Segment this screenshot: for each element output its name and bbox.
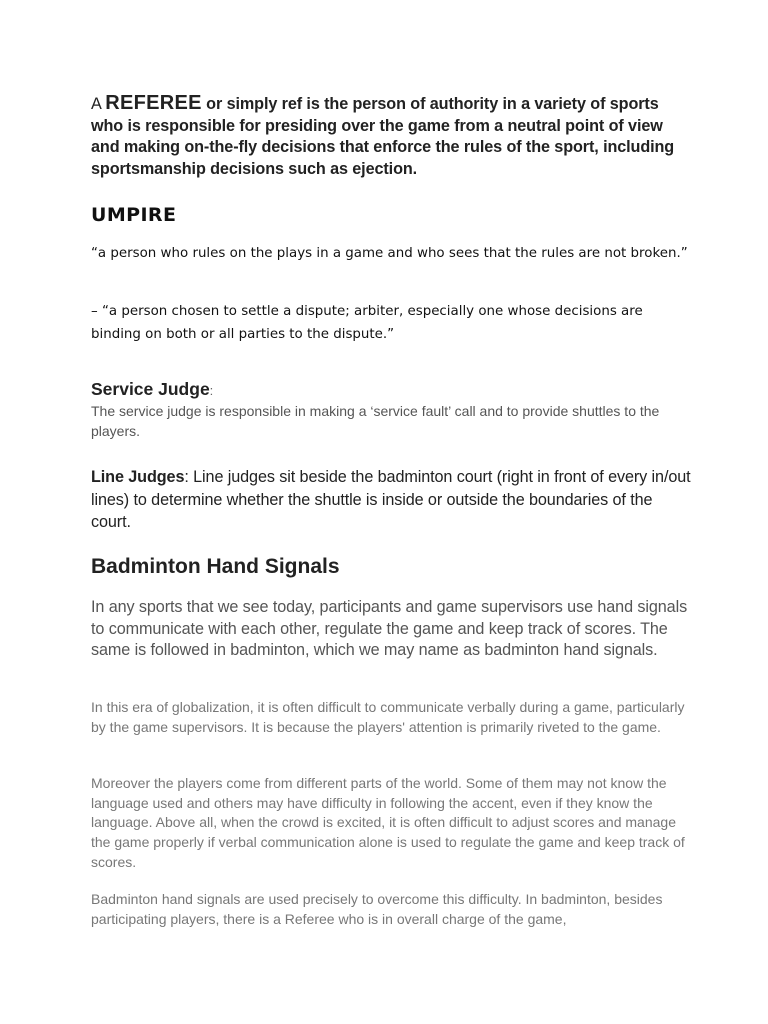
referee-definition	[91, 93, 691, 180]
line-judges-paragraph	[91, 466, 691, 534]
service-judge-description: The service judge is responsible in making a ‘service fault’ call and to provide shuttles to the players.	[91, 403, 660, 439]
line-judges-label: Line Judges	[91, 468, 185, 486]
service-judge-title: Service Judge	[91, 379, 210, 399]
referee-lead: A	[91, 95, 106, 113]
line-judges-description: : Line judges sit beside the badminton court (right in front of every in/out lines) to determine whether the shuttle is inside or outside the boundaries of the court.	[91, 468, 691, 531]
hand-signals-heading: Badminton Hand Signals	[91, 555, 340, 578]
body-paragraph: Badminton hand signals are used precisely to overcome this difficulty. In badminton, besides participating players, there is a Referee who is in overall charge of the game,	[91, 891, 663, 927]
body-paragraph: Moreover the players come from different parts of the world. Some of them may not know the language used and others may have difficulty in following the accent, even if they know the language. Above all, when the crowd is excited, it is often difficult to adjust scores and manage the game properly if verbal communication alone is used to regulate the game and keep track of scores.	[91, 775, 685, 870]
service-judge-heading	[91, 377, 691, 403]
umpire-heading: UMPIRE	[91, 204, 177, 226]
referee-term: REFEREE	[105, 92, 202, 114]
hand-signals-intro: In any sports that we see today, participants and game supervisors use hand signals to communicate with each other, regulate the game and keep track of scores. The same is followed in badminton, which we may name as badminton hand signals.	[91, 598, 688, 659]
umpire-definition-2: – “a person chosen to settle a dispute; arbiter, especially one whose decisions are binding on both or all parties to the dispute.”	[91, 304, 643, 342]
service-judge-colon: :	[209, 383, 214, 398]
body-paragraph: In this era of globalization, it is often difficult to communicate verbally during a game, particularly by the game supervisors. It is because the players' attention is primarily riveted to the game.	[91, 699, 685, 735]
umpire-definition-1: “a person who rules on the plays in a game and who sees that the rules are not broken.”	[91, 246, 688, 261]
referee-description: or simply ref is the person of authority in a variety of sports who is responsible for presiding over the game from a neutral point of view and making on-the-fly decisions that enforce the rules of the sport, including sportsmanship decisions such as ejection.	[91, 95, 675, 178]
